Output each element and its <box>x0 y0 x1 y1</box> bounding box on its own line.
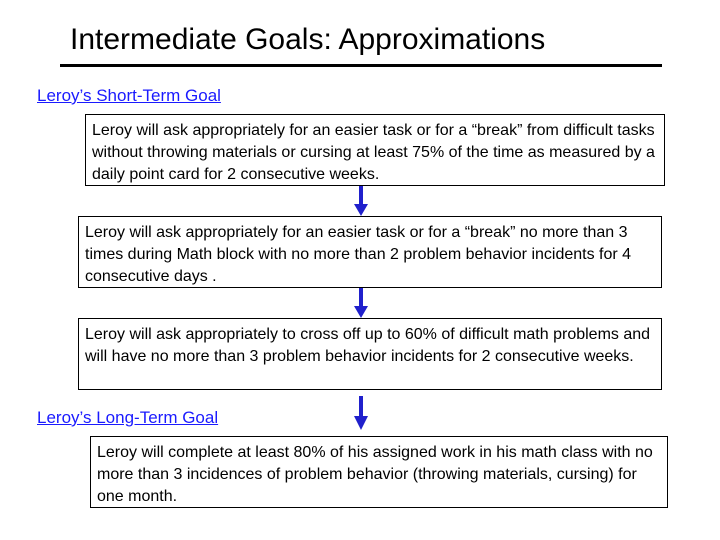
goal-box-long-term: Leroy will complete at least 80% of his assigned work in his math class with no more than 3 incidences of problem behavior (throwing materials, cursing) for one month. <box>90 436 668 508</box>
title-underline <box>60 64 662 67</box>
goal-box-3: Leroy will ask appropriately to cross off up to 60% of difficult math problems and will have no more than 3 problem behavior incidents for 2 consecutive weeks. <box>78 318 662 390</box>
goal-box-1: Leroy will ask appropriately for an easier task or for a “break” from difficult tasks without throwing materials or cursing at least 75% of the time as measured by a daily point card for 2 consecutive weeks. <box>85 114 665 186</box>
long-term-goal-heading[interactable]: Leroy’s Long-Term Goal <box>37 408 219 427</box>
arrow-down-icon <box>354 288 368 318</box>
arrow-down-icon <box>354 186 368 216</box>
slide-title: Intermediate Goals: Approximations <box>70 23 546 56</box>
short-term-goal-heading[interactable]: Leroy’s Short-Term Goal <box>37 86 221 105</box>
arrow-down-icon <box>354 396 368 430</box>
goal-box-2: Leroy will ask appropriately for an easier task or for a “break” no more than 3 times during Math block with no more than 2 problem behavior incidents for 4 consecutive days . <box>78 216 662 288</box>
